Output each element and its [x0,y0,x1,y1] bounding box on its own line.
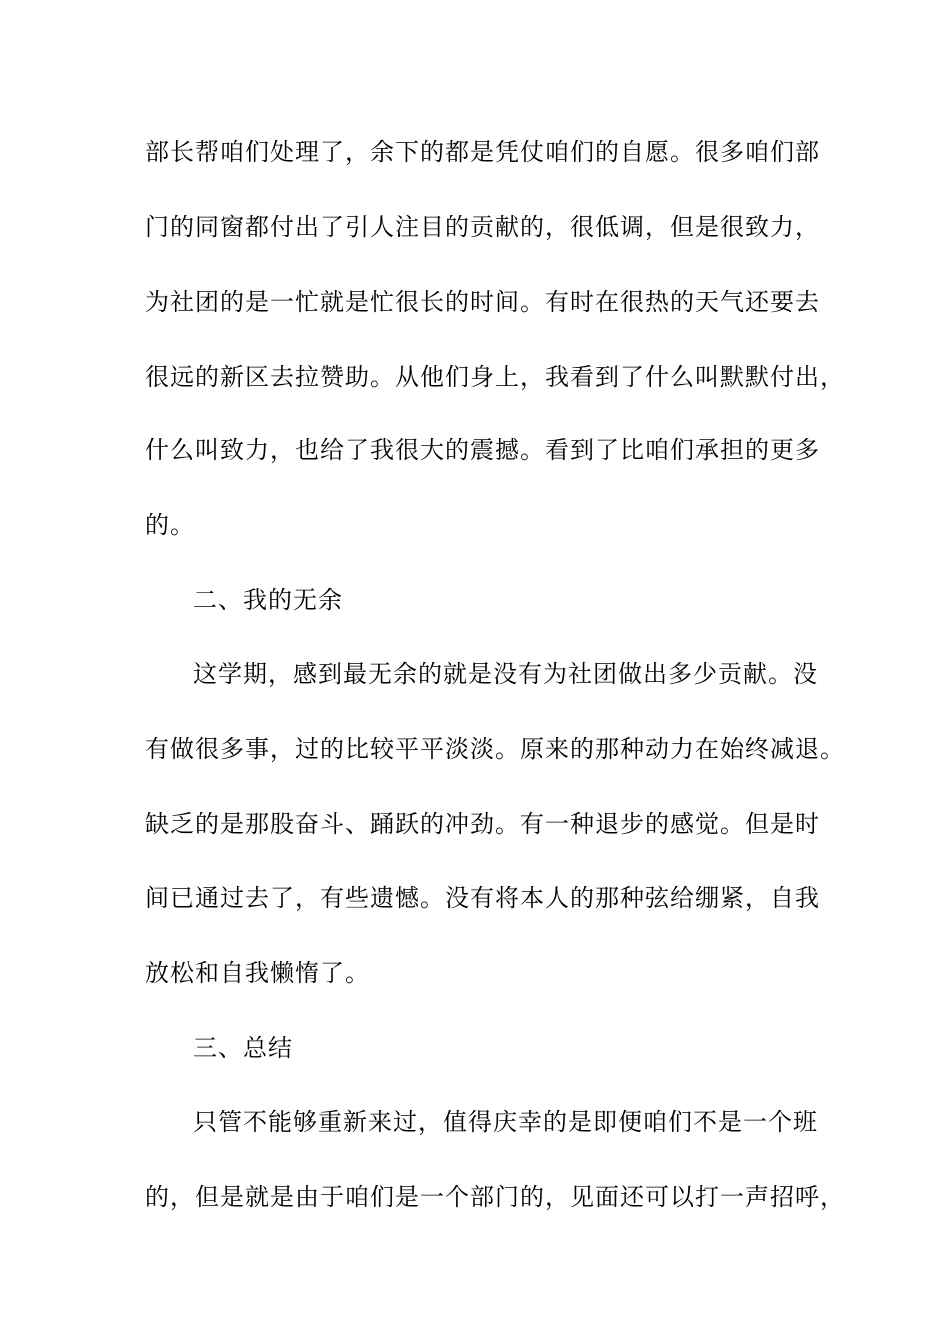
paragraph-line: 有做很多事，过的比较平平淡淡。原来的那种动力在始终减退。 [145,735,845,763]
section-heading: 二、我的无余 [193,586,343,614]
paragraph-line: 部长帮咱们处理了，余下的都是凭仗咱们的自愿。很多咱们部 [145,138,820,166]
paragraph-line: 间已通过去了，有些遗憾。没有将本人的那种弦给绷紧，自我 [145,884,820,912]
paragraph-line: 放松和自我懒惰了。 [145,959,370,987]
paragraph-line: 什么叫致力，也给了我很大的震撼。看到了比咱们承担的更多 [145,436,820,464]
paragraph-line: 的，但是就是由于咱们是一个部门的，见面还可以打一声招呼， [145,1183,845,1211]
section-heading: 三、总结 [193,1034,293,1062]
paragraph-line: 门的同窗都付出了引人注目的贡献的，很低调，但是很致力， [145,213,820,241]
paragraph-line: 很远的新区去拉赞助。从他们身上，我看到了什么叫默默付出， [145,363,845,391]
paragraph-line: 缺乏的是那股奋斗、踊跃的冲劲。有一种退步的感觉。但是时 [145,810,820,838]
paragraph-line: 只管不能够重新来过，值得庆幸的是即便咱们不是一个班 [193,1108,818,1136]
paragraph-line: 这学期，感到最无余的就是没有为社团做出多少贡献。没 [193,660,818,688]
paragraph-line: 的。 [145,511,195,539]
paragraph-line: 为社团的是一忙就是忙很长的时间。有时在很热的天气还要去 [145,288,820,316]
